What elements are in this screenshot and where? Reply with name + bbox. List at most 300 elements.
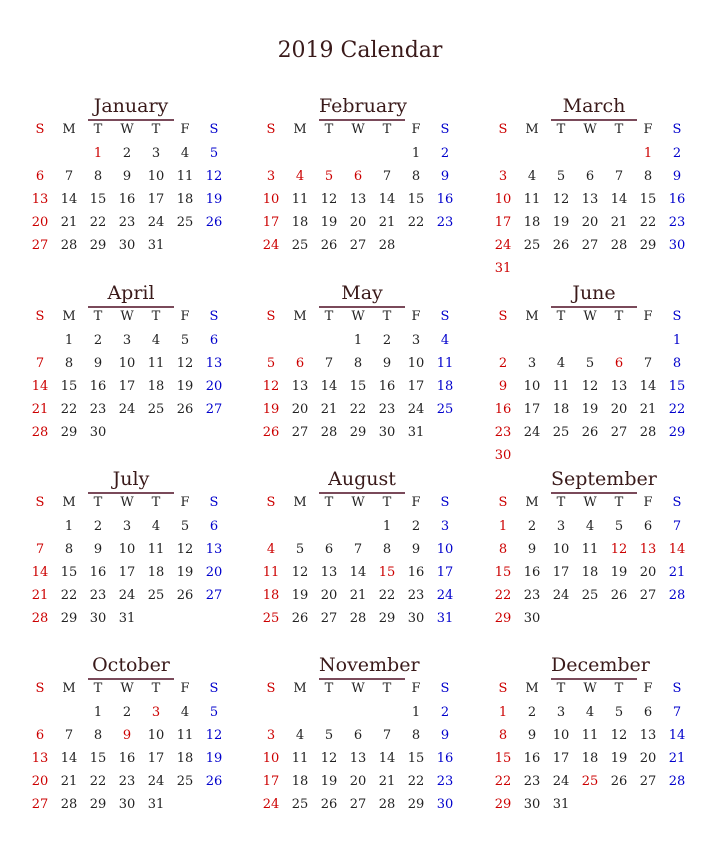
day-cell: 31 xyxy=(407,425,425,440)
day-cell: 23 xyxy=(523,774,541,789)
weekday-label: W xyxy=(351,122,365,137)
day-cell: 7 xyxy=(35,542,45,557)
weekday-label: T xyxy=(324,495,334,510)
day-cell: 5 xyxy=(209,146,219,161)
day-cell: 26 xyxy=(320,238,338,253)
day-cell: 4 xyxy=(180,705,190,720)
day-cell: 22 xyxy=(494,774,512,789)
day-cell: 3 xyxy=(122,333,132,348)
day-cell: 23 xyxy=(118,215,136,230)
day-cell: 21 xyxy=(668,751,686,766)
weekday-label: S xyxy=(35,681,45,696)
weekday-label: F xyxy=(411,309,421,324)
day-cell: 30 xyxy=(118,797,136,812)
day-cell: 6 xyxy=(585,169,595,184)
weekday-label: S xyxy=(209,309,219,324)
day-cell: 12 xyxy=(291,565,309,580)
day-cell: 17 xyxy=(262,774,280,789)
weekday-label: T xyxy=(556,309,566,324)
day-cell: 29 xyxy=(494,611,512,626)
day-cell: 28 xyxy=(639,425,657,440)
day-cell: 17 xyxy=(262,215,280,230)
day-cell: 16 xyxy=(436,192,454,207)
weekday-label: M xyxy=(525,681,539,696)
weekday-label: T xyxy=(324,309,334,324)
day-cell: 5 xyxy=(266,356,276,371)
day-cell: 27 xyxy=(205,588,223,603)
weekday-label: S xyxy=(672,681,682,696)
day-cell: 22 xyxy=(494,588,512,603)
day-cell: 28 xyxy=(60,797,78,812)
day-cell: 16 xyxy=(523,751,541,766)
weekday-label: M xyxy=(62,495,76,510)
day-cell: 28 xyxy=(60,238,78,253)
day-cell: 18 xyxy=(176,192,194,207)
weekday-label: T xyxy=(151,681,161,696)
day-cell: 29 xyxy=(89,797,107,812)
day-cell: 3 xyxy=(498,169,508,184)
day-cell: 30 xyxy=(668,238,686,253)
day-cell: 29 xyxy=(60,611,78,626)
day-cell: 24 xyxy=(523,425,541,440)
day-cell: 27 xyxy=(31,238,49,253)
day-cell: 9 xyxy=(122,728,132,743)
day-cell: 19 xyxy=(205,751,223,766)
day-cell: 22 xyxy=(60,588,78,603)
day-cell: 4 xyxy=(440,333,450,348)
day-cell: 10 xyxy=(552,542,570,557)
day-cell: 15 xyxy=(668,379,686,394)
weekday-label: S xyxy=(266,122,276,137)
day-cell: 26 xyxy=(610,774,628,789)
day-cell: 18 xyxy=(262,588,280,603)
day-cell: 16 xyxy=(89,379,107,394)
day-cell: 9 xyxy=(411,542,421,557)
day-cell: 22 xyxy=(407,774,425,789)
day-cell: 30 xyxy=(407,611,425,626)
day-cell: 17 xyxy=(407,379,425,394)
weekday-label: W xyxy=(120,681,134,696)
weekday-label: S xyxy=(498,122,508,137)
day-cell: 1 xyxy=(93,705,103,720)
day-cell: 11 xyxy=(291,751,309,766)
day-cell: 31 xyxy=(147,797,165,812)
weekday-label: S xyxy=(440,309,450,324)
day-cell: 28 xyxy=(668,588,686,603)
day-cell: 19 xyxy=(552,215,570,230)
day-cell: 11 xyxy=(147,356,165,371)
day-cell: 11 xyxy=(523,192,541,207)
day-cell: 3 xyxy=(527,356,537,371)
day-cell: 2 xyxy=(93,519,103,534)
day-cell: 20 xyxy=(349,215,367,230)
day-cell: 2 xyxy=(527,519,537,534)
day-cell: 13 xyxy=(205,542,223,557)
month-name: July xyxy=(88,467,174,494)
day-cell: 9 xyxy=(672,169,682,184)
day-cell: 16 xyxy=(378,379,396,394)
weekday-label: F xyxy=(411,495,421,510)
day-cell: 13 xyxy=(205,356,223,371)
weekday-label: T xyxy=(151,122,161,137)
weekday-label: M xyxy=(525,122,539,137)
day-cell: 6 xyxy=(643,705,653,720)
day-cell: 10 xyxy=(118,356,136,371)
day-cell: 18 xyxy=(523,215,541,230)
day-cell: 9 xyxy=(122,169,132,184)
day-cell: 5 xyxy=(324,169,334,184)
day-cell: 29 xyxy=(89,238,107,253)
weekday-label: W xyxy=(120,309,134,324)
day-cell: 24 xyxy=(552,588,570,603)
day-cell: 22 xyxy=(60,402,78,417)
day-cell: 8 xyxy=(353,356,363,371)
day-cell: 23 xyxy=(523,588,541,603)
day-cell: 11 xyxy=(581,728,599,743)
day-cell: 18 xyxy=(147,565,165,580)
weekday-label: F xyxy=(411,681,421,696)
day-cell: 10 xyxy=(262,751,280,766)
weekday-label: T xyxy=(93,122,103,137)
day-cell: 12 xyxy=(320,192,338,207)
weekday-label: M xyxy=(525,309,539,324)
day-cell: 8 xyxy=(498,728,508,743)
day-cell: 18 xyxy=(176,751,194,766)
day-cell: 23 xyxy=(436,774,454,789)
day-cell: 11 xyxy=(147,542,165,557)
day-cell: 1 xyxy=(672,333,682,348)
day-cell: 29 xyxy=(60,425,78,440)
day-cell: 8 xyxy=(411,169,421,184)
day-cell: 26 xyxy=(176,588,194,603)
weekday-label: S xyxy=(266,309,276,324)
day-cell: 5 xyxy=(585,356,595,371)
weekday-label: T xyxy=(614,122,624,137)
day-cell: 11 xyxy=(581,542,599,557)
day-cell: 31 xyxy=(147,238,165,253)
day-cell: 20 xyxy=(31,774,49,789)
day-cell: 1 xyxy=(93,146,103,161)
day-cell: 4 xyxy=(151,333,161,348)
weekday-label: S xyxy=(35,495,45,510)
day-cell: 12 xyxy=(610,542,628,557)
day-cell: 9 xyxy=(93,542,103,557)
day-cell: 8 xyxy=(498,542,508,557)
day-cell: 13 xyxy=(610,379,628,394)
day-cell: 16 xyxy=(118,751,136,766)
weekday-label: M xyxy=(293,495,307,510)
day-cell: 27 xyxy=(349,797,367,812)
day-cell: 24 xyxy=(436,588,454,603)
day-cell: 26 xyxy=(552,238,570,253)
day-cell: 7 xyxy=(672,705,682,720)
weekday-label: W xyxy=(351,681,365,696)
day-cell: 14 xyxy=(610,192,628,207)
day-cell: 17 xyxy=(552,751,570,766)
day-cell: 6 xyxy=(324,542,334,557)
day-cell: 9 xyxy=(382,356,392,371)
weekday-label: S xyxy=(35,122,45,137)
day-cell: 21 xyxy=(60,774,78,789)
day-cell: 8 xyxy=(382,542,392,557)
day-cell: 29 xyxy=(407,797,425,812)
day-cell: 3 xyxy=(440,519,450,534)
weekday-label: T xyxy=(324,681,334,696)
month-name: October xyxy=(88,653,174,680)
day-cell: 15 xyxy=(349,379,367,394)
day-cell: 2 xyxy=(498,356,508,371)
day-cell: 26 xyxy=(205,774,223,789)
day-cell: 26 xyxy=(320,797,338,812)
weekday-label: W xyxy=(351,309,365,324)
weekday-label: S xyxy=(672,309,682,324)
day-cell: 4 xyxy=(180,146,190,161)
weekday-label: S xyxy=(498,681,508,696)
day-cell: 19 xyxy=(610,751,628,766)
weekday-label: F xyxy=(643,122,653,137)
day-cell: 31 xyxy=(552,797,570,812)
day-cell: 4 xyxy=(556,356,566,371)
day-cell: 28 xyxy=(320,425,338,440)
day-cell: 2 xyxy=(527,705,537,720)
weekday-label: F xyxy=(180,681,190,696)
day-cell: 25 xyxy=(581,588,599,603)
weekday-label: S xyxy=(672,495,682,510)
day-cell: 12 xyxy=(610,728,628,743)
day-cell: 21 xyxy=(60,215,78,230)
day-cell: 7 xyxy=(64,169,74,184)
day-cell: 11 xyxy=(176,728,194,743)
weekday-label: W xyxy=(120,495,134,510)
day-cell: 15 xyxy=(639,192,657,207)
day-cell: 25 xyxy=(436,402,454,417)
day-cell: 30 xyxy=(523,611,541,626)
day-cell: 1 xyxy=(643,146,653,161)
day-cell: 27 xyxy=(610,425,628,440)
day-cell: 16 xyxy=(118,192,136,207)
day-cell: 12 xyxy=(176,542,194,557)
day-cell: 23 xyxy=(407,588,425,603)
weekday-label: T xyxy=(151,495,161,510)
day-cell: 29 xyxy=(494,797,512,812)
weekday-label: M xyxy=(62,122,76,137)
day-cell: 25 xyxy=(291,797,309,812)
day-cell: 17 xyxy=(494,215,512,230)
day-cell: 10 xyxy=(494,192,512,207)
day-cell: 6 xyxy=(614,356,624,371)
day-cell: 23 xyxy=(436,215,454,230)
day-cell: 15 xyxy=(60,565,78,580)
day-cell: 20 xyxy=(291,402,309,417)
day-cell: 16 xyxy=(494,402,512,417)
day-cell: 27 xyxy=(320,611,338,626)
day-cell: 8 xyxy=(411,728,421,743)
day-cell: 5 xyxy=(324,728,334,743)
day-cell: 22 xyxy=(349,402,367,417)
day-cell: 18 xyxy=(291,774,309,789)
weekday-label: T xyxy=(614,495,624,510)
day-cell: 5 xyxy=(614,519,624,534)
day-cell: 7 xyxy=(64,728,74,743)
weekday-label: T xyxy=(151,309,161,324)
day-cell: 10 xyxy=(147,169,165,184)
day-cell: 28 xyxy=(610,238,628,253)
day-cell: 21 xyxy=(610,215,628,230)
day-cell: 26 xyxy=(610,588,628,603)
day-cell: 20 xyxy=(610,402,628,417)
weekday-label: T xyxy=(556,495,566,510)
weekday-label: S xyxy=(266,495,276,510)
day-cell: 27 xyxy=(639,774,657,789)
day-cell: 1 xyxy=(353,333,363,348)
day-cell: 20 xyxy=(581,215,599,230)
weekday-label: S xyxy=(498,309,508,324)
day-cell: 16 xyxy=(523,565,541,580)
day-cell: 4 xyxy=(266,542,276,557)
day-cell: 19 xyxy=(320,215,338,230)
day-cell: 6 xyxy=(35,169,45,184)
day-cell: 6 xyxy=(209,519,219,534)
day-cell: 6 xyxy=(353,728,363,743)
day-cell: 19 xyxy=(262,402,280,417)
day-cell: 31 xyxy=(436,611,454,626)
day-cell: 26 xyxy=(205,215,223,230)
day-cell: 11 xyxy=(552,379,570,394)
day-cell: 7 xyxy=(324,356,334,371)
day-cell: 24 xyxy=(552,774,570,789)
weekday-label: W xyxy=(120,122,134,137)
day-cell: 8 xyxy=(643,169,653,184)
day-cell: 7 xyxy=(643,356,653,371)
day-cell: 21 xyxy=(31,588,49,603)
day-cell: 17 xyxy=(436,565,454,580)
day-cell: 31 xyxy=(118,611,136,626)
day-cell: 14 xyxy=(60,192,78,207)
weekday-label: F xyxy=(180,495,190,510)
day-cell: 26 xyxy=(581,425,599,440)
weekday-label: F xyxy=(180,309,190,324)
day-cell: 15 xyxy=(407,192,425,207)
day-cell: 8 xyxy=(93,169,103,184)
day-cell: 15 xyxy=(89,192,107,207)
day-cell: 16 xyxy=(668,192,686,207)
day-cell: 14 xyxy=(668,542,686,557)
day-cell: 20 xyxy=(639,565,657,580)
weekday-label: M xyxy=(293,681,307,696)
day-cell: 11 xyxy=(291,192,309,207)
day-cell: 1 xyxy=(64,333,74,348)
day-cell: 5 xyxy=(556,169,566,184)
day-cell: 18 xyxy=(436,379,454,394)
weekday-label: S xyxy=(209,681,219,696)
day-cell: 23 xyxy=(668,215,686,230)
day-cell: 13 xyxy=(349,751,367,766)
weekday-label: S xyxy=(498,495,508,510)
day-cell: 19 xyxy=(176,379,194,394)
day-cell: 18 xyxy=(581,565,599,580)
weekday-label: T xyxy=(614,681,624,696)
weekday-label: T xyxy=(382,495,392,510)
day-cell: 1 xyxy=(382,519,392,534)
day-cell: 15 xyxy=(407,751,425,766)
day-cell: 13 xyxy=(291,379,309,394)
day-cell: 25 xyxy=(262,611,280,626)
month-name: March xyxy=(551,94,637,121)
day-cell: 4 xyxy=(295,728,305,743)
weekday-label: T xyxy=(382,309,392,324)
day-cell: 6 xyxy=(295,356,305,371)
day-cell: 28 xyxy=(378,797,396,812)
day-cell: 30 xyxy=(494,448,512,463)
day-cell: 23 xyxy=(378,402,396,417)
weekday-label: M xyxy=(293,309,307,324)
weekday-label: F xyxy=(180,122,190,137)
weekday-label: T xyxy=(93,681,103,696)
day-cell: 10 xyxy=(436,542,454,557)
day-cell: 22 xyxy=(89,774,107,789)
weekday-label: S xyxy=(672,122,682,137)
weekday-label: W xyxy=(583,122,597,137)
day-cell: 20 xyxy=(349,774,367,789)
month-name: February xyxy=(319,94,405,121)
day-cell: 4 xyxy=(151,519,161,534)
day-cell: 24 xyxy=(262,238,280,253)
day-cell: 3 xyxy=(151,705,161,720)
day-cell: 21 xyxy=(639,402,657,417)
day-cell: 28 xyxy=(31,611,49,626)
day-cell: 21 xyxy=(378,215,396,230)
day-cell: 20 xyxy=(639,751,657,766)
weekday-label: M xyxy=(525,495,539,510)
day-cell: 26 xyxy=(291,611,309,626)
day-cell: 17 xyxy=(147,751,165,766)
weekday-label: T xyxy=(324,122,334,137)
day-cell: 26 xyxy=(176,402,194,417)
day-cell: 25 xyxy=(581,774,599,789)
day-cell: 17 xyxy=(552,565,570,580)
weekday-label: F xyxy=(643,495,653,510)
day-cell: 13 xyxy=(581,192,599,207)
weekday-label: M xyxy=(62,309,76,324)
day-cell: 22 xyxy=(668,402,686,417)
day-cell: 9 xyxy=(527,728,537,743)
day-cell: 30 xyxy=(436,797,454,812)
day-cell: 8 xyxy=(672,356,682,371)
day-cell: 14 xyxy=(378,192,396,207)
day-cell: 24 xyxy=(118,588,136,603)
day-cell: 21 xyxy=(320,402,338,417)
day-cell: 4 xyxy=(585,519,595,534)
day-cell: 2 xyxy=(382,333,392,348)
day-cell: 24 xyxy=(494,238,512,253)
day-cell: 25 xyxy=(552,425,570,440)
day-cell: 14 xyxy=(668,728,686,743)
day-cell: 20 xyxy=(320,588,338,603)
day-cell: 25 xyxy=(523,238,541,253)
day-cell: 3 xyxy=(151,146,161,161)
day-cell: 21 xyxy=(349,588,367,603)
day-cell: 7 xyxy=(614,169,624,184)
weekday-label: W xyxy=(583,681,597,696)
weekday-label: S xyxy=(440,495,450,510)
weekday-label: F xyxy=(411,122,421,137)
day-cell: 14 xyxy=(31,379,49,394)
calendar-title: 2019 Calendar xyxy=(277,38,443,63)
day-cell: 12 xyxy=(262,379,280,394)
day-cell: 10 xyxy=(523,379,541,394)
day-cell: 14 xyxy=(639,379,657,394)
day-cell: 16 xyxy=(436,751,454,766)
